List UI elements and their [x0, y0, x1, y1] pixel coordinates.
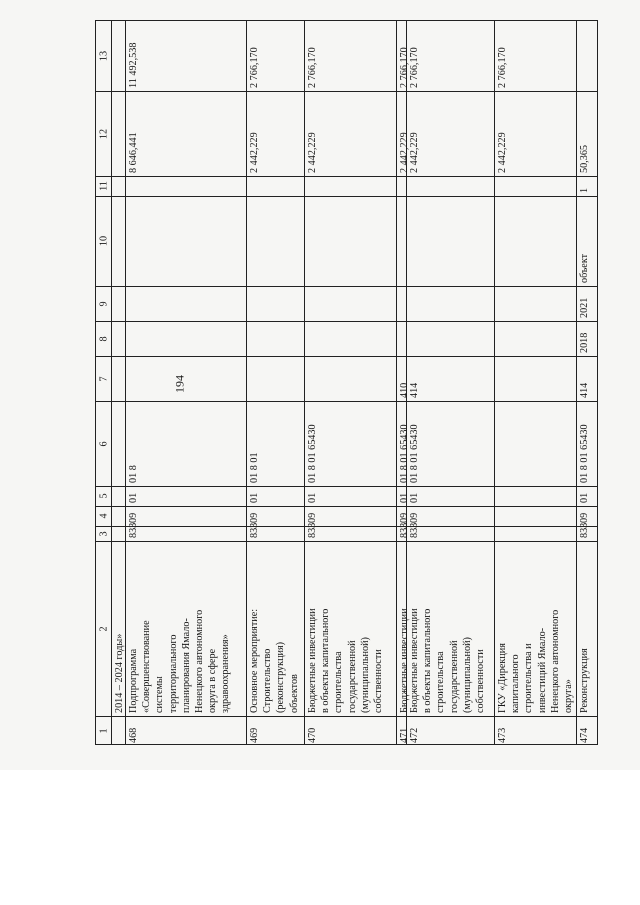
table-rule [246, 21, 247, 744]
table-rule [494, 21, 495, 744]
table-rule [96, 91, 597, 92]
table-rule [96, 176, 597, 177]
table-rule [111, 21, 112, 744]
table-rule [304, 21, 305, 744]
table-rule [96, 506, 597, 507]
table-rule [96, 196, 597, 197]
table-rule [96, 716, 597, 717]
table-rule [96, 286, 597, 287]
table-rule [96, 526, 597, 527]
table-rule [96, 401, 597, 402]
table-rule [96, 541, 597, 542]
table-rule [96, 321, 597, 322]
table-rule [396, 21, 397, 744]
table-rule [96, 486, 597, 487]
table-rule [96, 356, 597, 357]
budget-table: 1 2 3 4 5 6 7 8 9 10 11 12 13 2014 – 2024 годы» 468 Подпрограмма «Совершенствование системы территориального планирования Ямало- Ненецкого автономного округа в сфере здравоохранения» 833 09 01 01 8 8 646,441 11 492,538 469 Основное мероприятие: Строительство (реконструкция) объектов 833 09 01 01 8 01 2 442,229 2 766,170 470 Бюджетные инвестиции в объекты капитального строительства государственной (муниципальной) собственности 833 09 01 01 8 01 65430 2 442,229 2 766,170 471 Бюджетные инвестиции 833 09 01 01 8 01 65430 410 2 442,229 2 766,170 472 Бюджетные инвестиции в объекты капитального строительства государственной (муниципальной) собственности 833 09 01 01 8 01 65430 414 2 442,229 2 766,170 473 ГКУ «Дирекция капитального строительства и инвестиций Ямало- Ненецкого автономного округа» 2 442,229 2 766,170 474 Реконструкция 833 09 01 01 8 01 65430 414 2018 2021 объект 1 50,365 [95, 20, 598, 745]
table-rule [576, 21, 577, 744]
